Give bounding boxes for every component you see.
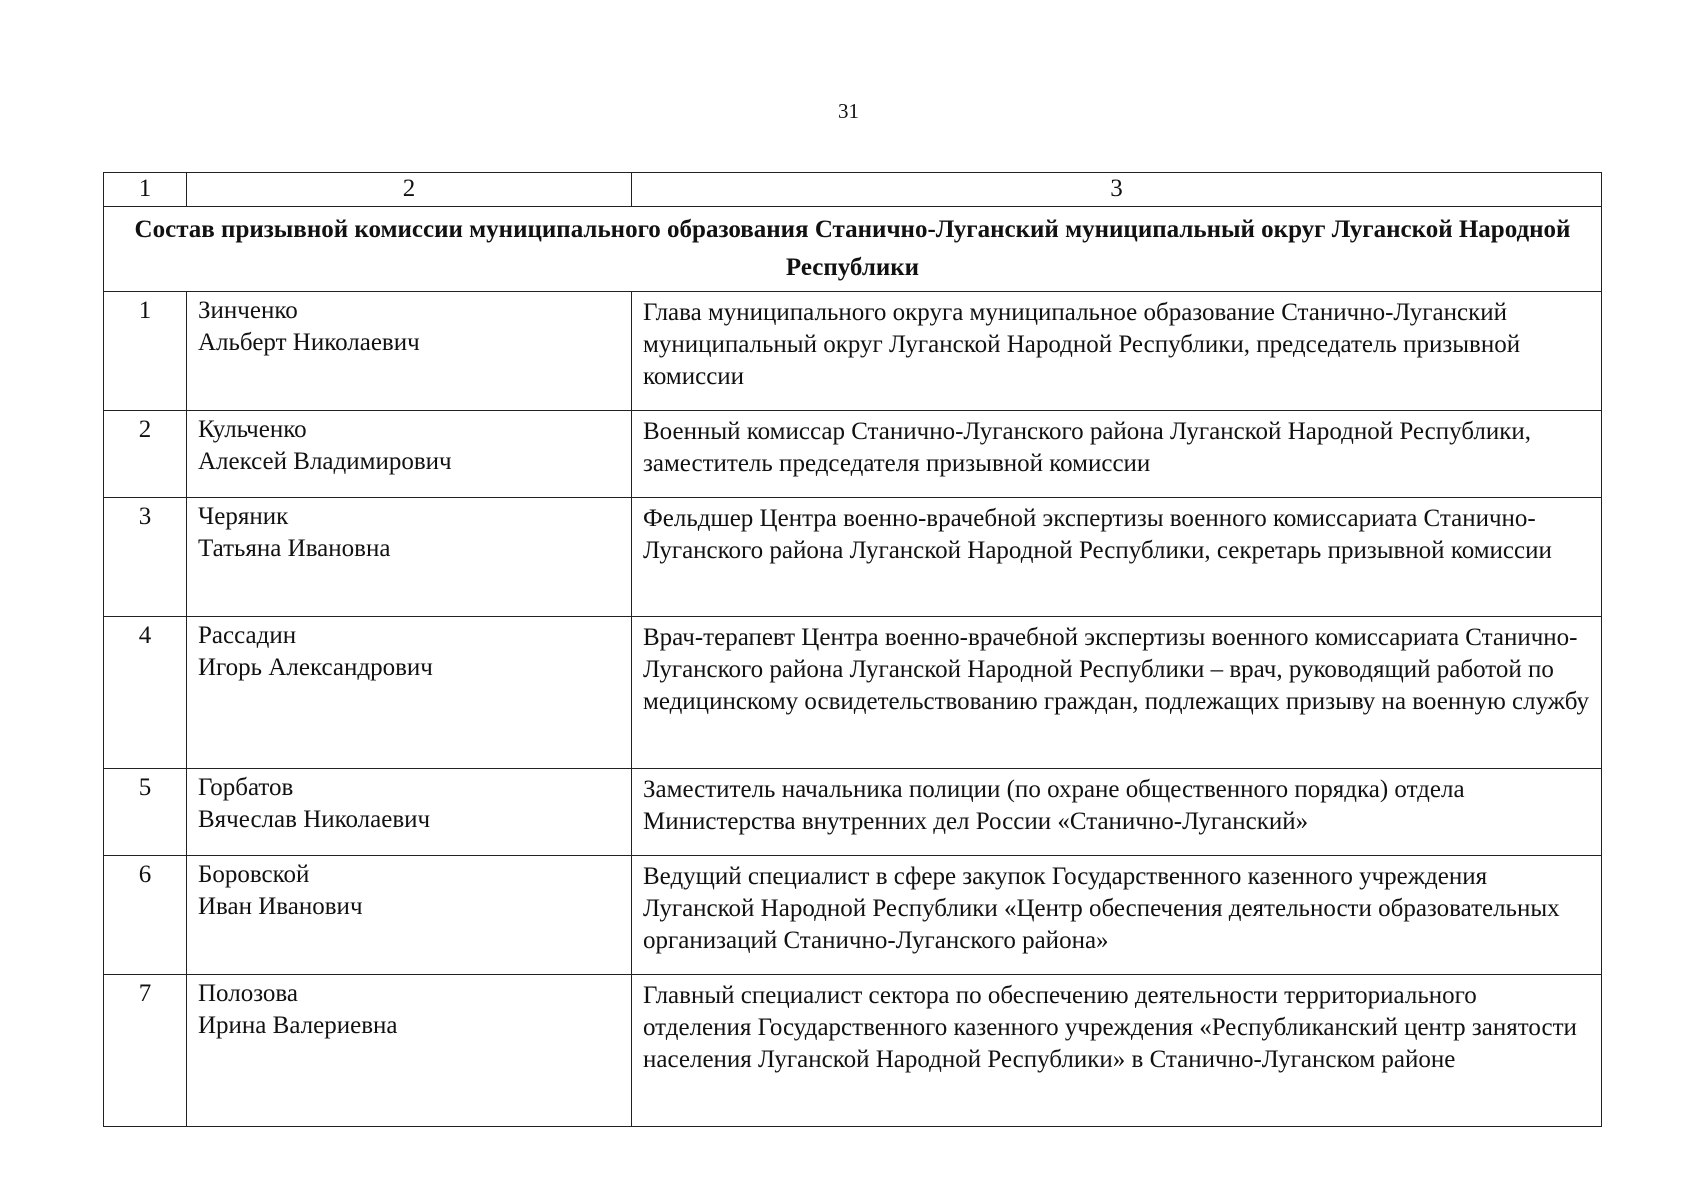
row-number: 6 bbox=[104, 856, 187, 975]
table-row bbox=[104, 498, 1602, 617]
member-name bbox=[187, 292, 632, 411]
member-given-names: Ирина Валериевна bbox=[198, 1012, 398, 1039]
member-position: Заместитель начальника полиции (по охране общественного порядка) отдела Министерства внутренних дел России «Станично-Луганский» bbox=[632, 769, 1602, 856]
member-position: Военный комиссар Станично-Луганского района Луганской Народной Республики, заместитель председателя призывной комиссии bbox=[632, 411, 1602, 498]
commission-table bbox=[103, 172, 1602, 1127]
table-row bbox=[104, 411, 1602, 498]
row-number: 4 bbox=[104, 617, 187, 769]
member-surname: Рассадин bbox=[198, 622, 297, 649]
member-name bbox=[187, 975, 632, 1127]
row-number: 5 bbox=[104, 769, 187, 856]
member-name bbox=[187, 411, 632, 498]
table-row bbox=[104, 856, 1602, 975]
row-number: 1 bbox=[104, 292, 187, 411]
member-name bbox=[187, 856, 632, 975]
column-header-3: 3 bbox=[632, 173, 1602, 207]
member-surname: Полозова bbox=[198, 980, 298, 1007]
member-position: Глава муниципального округа муниципальное образование Станично-Луганский муниципальный округ Луганской Народной Республики, председатель призывной комиссии bbox=[632, 292, 1602, 411]
member-given-names: Вячеслав Николаевич bbox=[198, 806, 431, 833]
table-title: Состав призывной комиссии муниципального образования Станично-Луганский муниципальный округ Луганской Народной Республики bbox=[104, 207, 1602, 292]
member-surname: Кульченко bbox=[198, 416, 307, 443]
member-position: Главный специалист сектора по обеспечению деятельности территориального отделения Государственного казенного учреждения «Республиканский центр занятости населения Луганской Народной Республики» в Станично-Луганском районе bbox=[632, 975, 1602, 1127]
member-name bbox=[187, 498, 632, 617]
column-header-2: 2 bbox=[187, 173, 632, 207]
member-given-names: Татьяна Ивановна bbox=[198, 535, 391, 562]
member-surname: Зинченко bbox=[198, 297, 298, 324]
row-number: 3 bbox=[104, 498, 187, 617]
member-position: Врач-терапевт Центра военно-врачебной экспертизы военного комиссариата Станично-Луганского района Луганской Народной Республики – врач, руководящий работой по медицинскому освидетельствованию граждан, подлежащих призыву на военную службу bbox=[632, 617, 1602, 769]
member-name bbox=[187, 769, 632, 856]
row-number: 7 bbox=[104, 975, 187, 1127]
member-surname: Черяник bbox=[198, 503, 289, 530]
member-name bbox=[187, 617, 632, 769]
member-surname: Горбатов bbox=[198, 774, 294, 801]
table-title-row bbox=[104, 207, 1602, 292]
member-given-names: Алексей Владимирович bbox=[198, 448, 452, 475]
member-given-names: Альберт Николаевич bbox=[198, 329, 420, 356]
table-row bbox=[104, 292, 1602, 411]
column-header-1: 1 bbox=[104, 173, 187, 207]
table-row bbox=[104, 769, 1602, 856]
table-row bbox=[104, 975, 1602, 1127]
member-given-names: Иван Иванович bbox=[198, 893, 363, 920]
member-position: Ведущий специалист в сфере закупок Государственного казенного учреждения Луганской Народной Республики «Центр обеспечения деятельности образовательных организаций Станично-Луганского района» bbox=[632, 856, 1602, 975]
member-position: Фельдшер Центра военно-врачебной экспертизы военного комиссариата Станично-Луганского района Луганской Народной Республики, секретарь призывной комиссии bbox=[632, 498, 1602, 617]
page-number: 31 bbox=[838, 99, 859, 123]
row-number: 2 bbox=[104, 411, 187, 498]
member-surname: Боровской bbox=[198, 861, 310, 888]
member-given-names: Игорь Александрович bbox=[198, 654, 433, 681]
column-number-row bbox=[104, 173, 1602, 207]
table-row bbox=[104, 617, 1602, 769]
